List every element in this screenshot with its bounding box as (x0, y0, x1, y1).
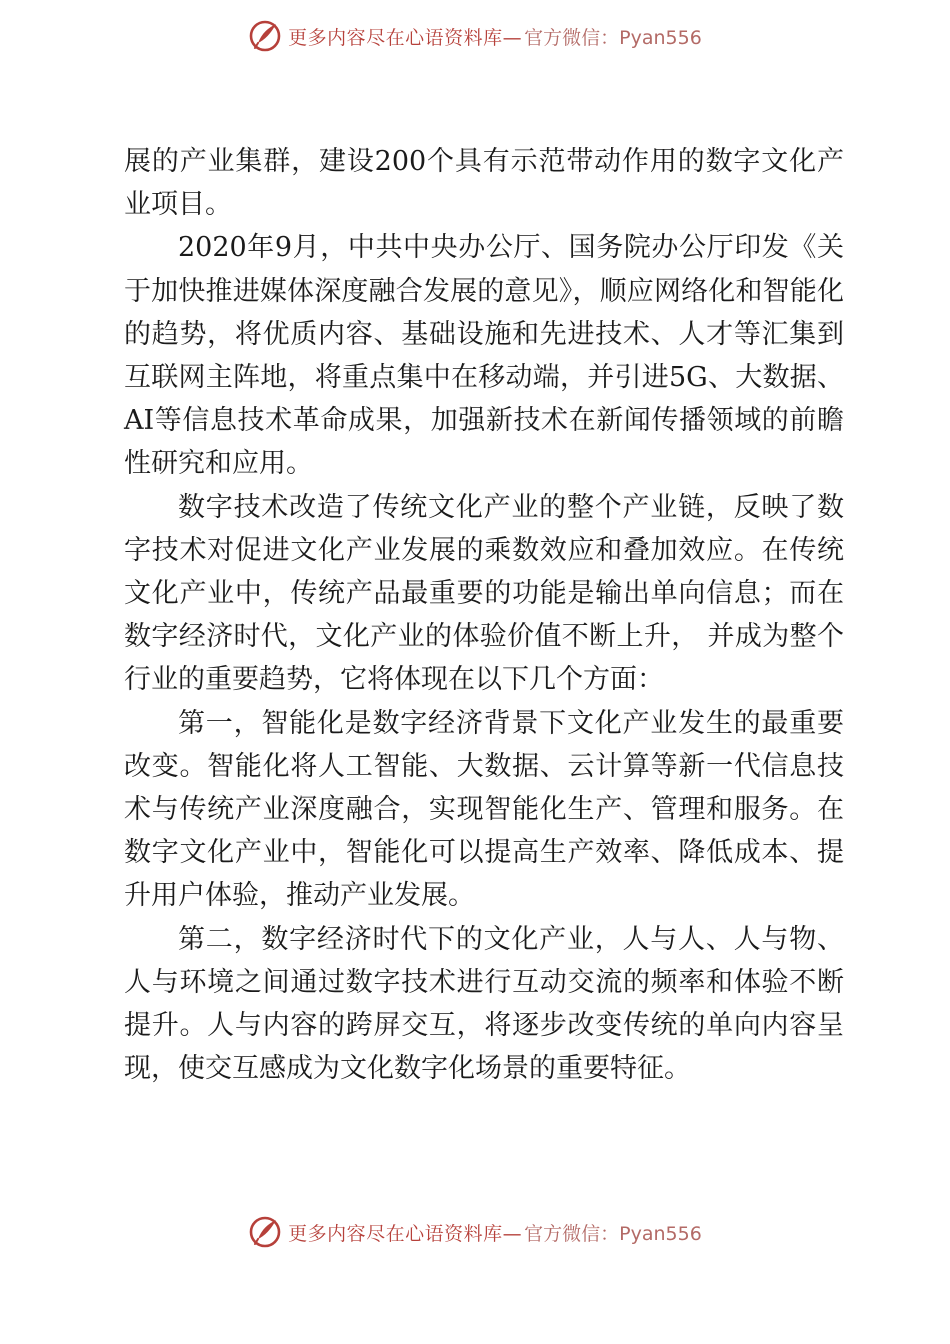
paragraph-3: 数字技术改造了传统文化产业的整个产业链，反映了数字技术对促进文化产业发展的乘数效应和叠加效应。在传统文化产业中，传统产品最重要的功能是输出单向信息；而在数字经济时代，文化产业的体验价值不断上升， 并成为整个行业的重要趋势，它将体现在以下几个方面： (124, 491, 844, 696)
footer-banner (0, 1212, 950, 1252)
paragraph-4: 第一，智能化是数字经济背景下文化产业发生的最重要改变。智能化将人工智能、大数据、云计算等新一代信息技术与传统产业深度融合，实现智能化生产、管理和服务。在数字文化产业中，智能化可以提高生产效率、降低成本、提升用户体验，推动产业发展。 (124, 707, 844, 912)
paragraph-5: 第二，数字经济时代下的文化产业，人与人、人与物、人与环境之间通过数字技术进行互动交流的频率和体验不断提升。人与内容的跨屏交互，将逐步改变传统的单向内容呈现，使交互感成为文化数字化场景的重要特征。 (124, 923, 844, 1085)
header-banner (0, 16, 950, 56)
document-body (124, 140, 844, 1090)
quill-logo-icon (248, 19, 282, 53)
header-banner-text: 更多内容尽在心语资料库— (288, 26, 523, 49)
paragraph-1: 展的产业集群，建设200个具有示范带动作用的数字文化产业项目。 (124, 146, 844, 221)
paragraph-2: 2020年9月，中共中央办公厅、国务院办公厅印发《关于加快推进媒体深度融合发展的意见》，顺应网络化和智能化的趋势，将优质内容、基础设施和先进技术、人才等汇集到互联网主阵地，将重点集中在移动端，并引进5G、大数据、AI等信息技术革命成果，加强新技术在新闻传播领域的前瞻性研究和应用。 (124, 232, 844, 480)
header-wechat-label: 官方微信：Pyan556 (524, 26, 702, 49)
footer-wechat-label: 官方微信：Pyan556 (524, 1222, 702, 1245)
quill-logo-icon (248, 1215, 282, 1249)
footer-banner-text: 更多内容尽在心语资料库— (288, 1222, 523, 1245)
